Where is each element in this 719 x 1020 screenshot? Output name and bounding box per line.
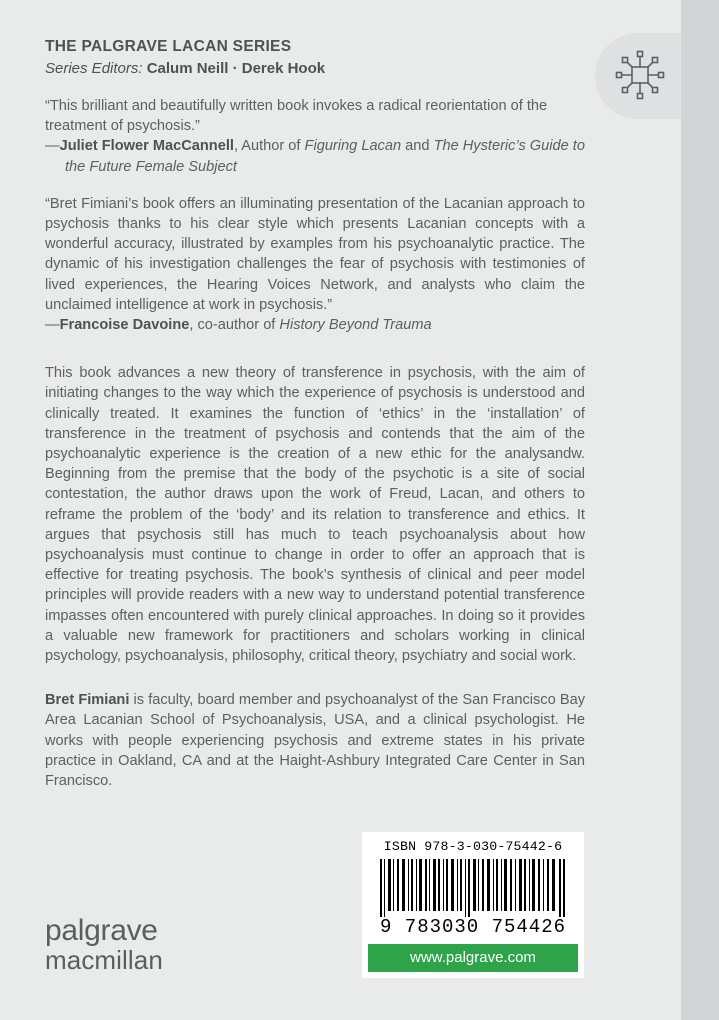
series-editors-label: Series Editors: <box>45 60 143 77</box>
series-title: THE PALGRAVE LACAN SERIES <box>45 38 292 55</box>
barcode-block <box>362 832 584 978</box>
attribution-name: Juliet Flower MacCannell <box>59 138 234 155</box>
publisher-logo <box>45 916 163 973</box>
publisher-logo-line2: macmillan <box>45 944 163 975</box>
author-bio-text: is faculty, board member and psychoanalyst of the San Francisco Bay Area Lacanian School of Psychoanalysis, USA, and a clinical psychologist. He works with people experiencing psychosis and extreme states in his private practice in Oakland, CA and at the Haight-Ashbury Integrated Care Center in San Francisco. <box>45 692 585 790</box>
attribution-name: Francoise Davoine <box>59 317 190 334</box>
attribution-title-1: Figuring Lacan <box>304 138 402 155</box>
endorsement-quote-1 <box>45 96 585 177</box>
quote-text: “This brilliant and beautifully written book invokes a radical reorientation of the treatment of psychosis.” <box>45 98 548 135</box>
quote-attribution <box>45 315 585 335</box>
attribution-title-1: History Beyond Trauma <box>279 317 432 334</box>
series-editors-names: Calum Neill · Derek Hook <box>146 60 326 77</box>
palgrave-emblem-badge <box>595 33 681 119</box>
author-biography <box>45 690 585 791</box>
back-cover-content <box>45 0 585 791</box>
quote-text: “Bret Fimiani’s book offers an illuminating presentation of the Lacanian approach to psychosis thanks to his clear style which presents Lacanian concepts with a wonderful accuracy, illustrated by examples from his psychoanalytic practice. The dynamic of his investigation challenges the fear of psychosis with testimonies of lived experiences, the Hearing Voices Network, and analysts who claim the unclaimed intelligence at work in psychosis.” <box>45 195 585 313</box>
endorsement-quote-2 <box>45 194 585 335</box>
attribution-title-2: The Hysteric’s Guide to the Future Female Subject <box>65 138 585 175</box>
attribution-rest-2: and <box>401 138 434 155</box>
book-description: This book advances a new theory of transference in psychosis, with the aim of initiating changes to the way which the experience of psychosis is understood and clinically treated. It examines the function of ‘ethics’ in the ‘installation’ of transference in the treatment of psychosis and contends that the aim of the psychoanalytic experience is the creation of a new ethic for the analysandw. Beginning from the premise that the body of the psychotic is a site of social contestation, the author draws upon the work of Freud, Lacan, and others to reframe the problem of the ‘body’ and its relation to transference and ethics. It argues that psychosis still has much to teach psychoanalysis about how psychoanalysis must continue to change in order to offer an approach that is effective for treating psychosis. The book’s synthesis of clinical and peer model principles will provide readers with a new way to understand potential transference impasses often encountered with purely clinical approaches. In doing so it provides a valuable new framework for practitioners and scholars working in clinical psychology, psychoanalysis, philosophy, critical theory, psychiatry and social work. <box>45 365 585 665</box>
attribution-rest-1: , co-author of <box>189 317 280 334</box>
attribution-rest-1: , Author of <box>233 138 305 155</box>
barcode-digits: 9 783030 754426 <box>379 916 567 938</box>
publisher-logo-line1: palgrave <box>45 914 158 947</box>
series-editors <box>45 60 585 77</box>
publisher-website-bar[interactable]: www.palgrave.com <box>368 944 578 972</box>
palgrave-starburst-icon <box>615 49 665 101</box>
attribution-dash: — <box>45 138 60 155</box>
quote-attribution <box>45 136 585 176</box>
barcode-bars <box>380 859 566 917</box>
right-edge-strip <box>681 0 719 1020</box>
attribution-dash: — <box>45 317 60 334</box>
author-name: Bret Fimiani <box>45 692 130 709</box>
isbn-text: ISBN 978-3-030-75442-6 <box>383 839 563 854</box>
